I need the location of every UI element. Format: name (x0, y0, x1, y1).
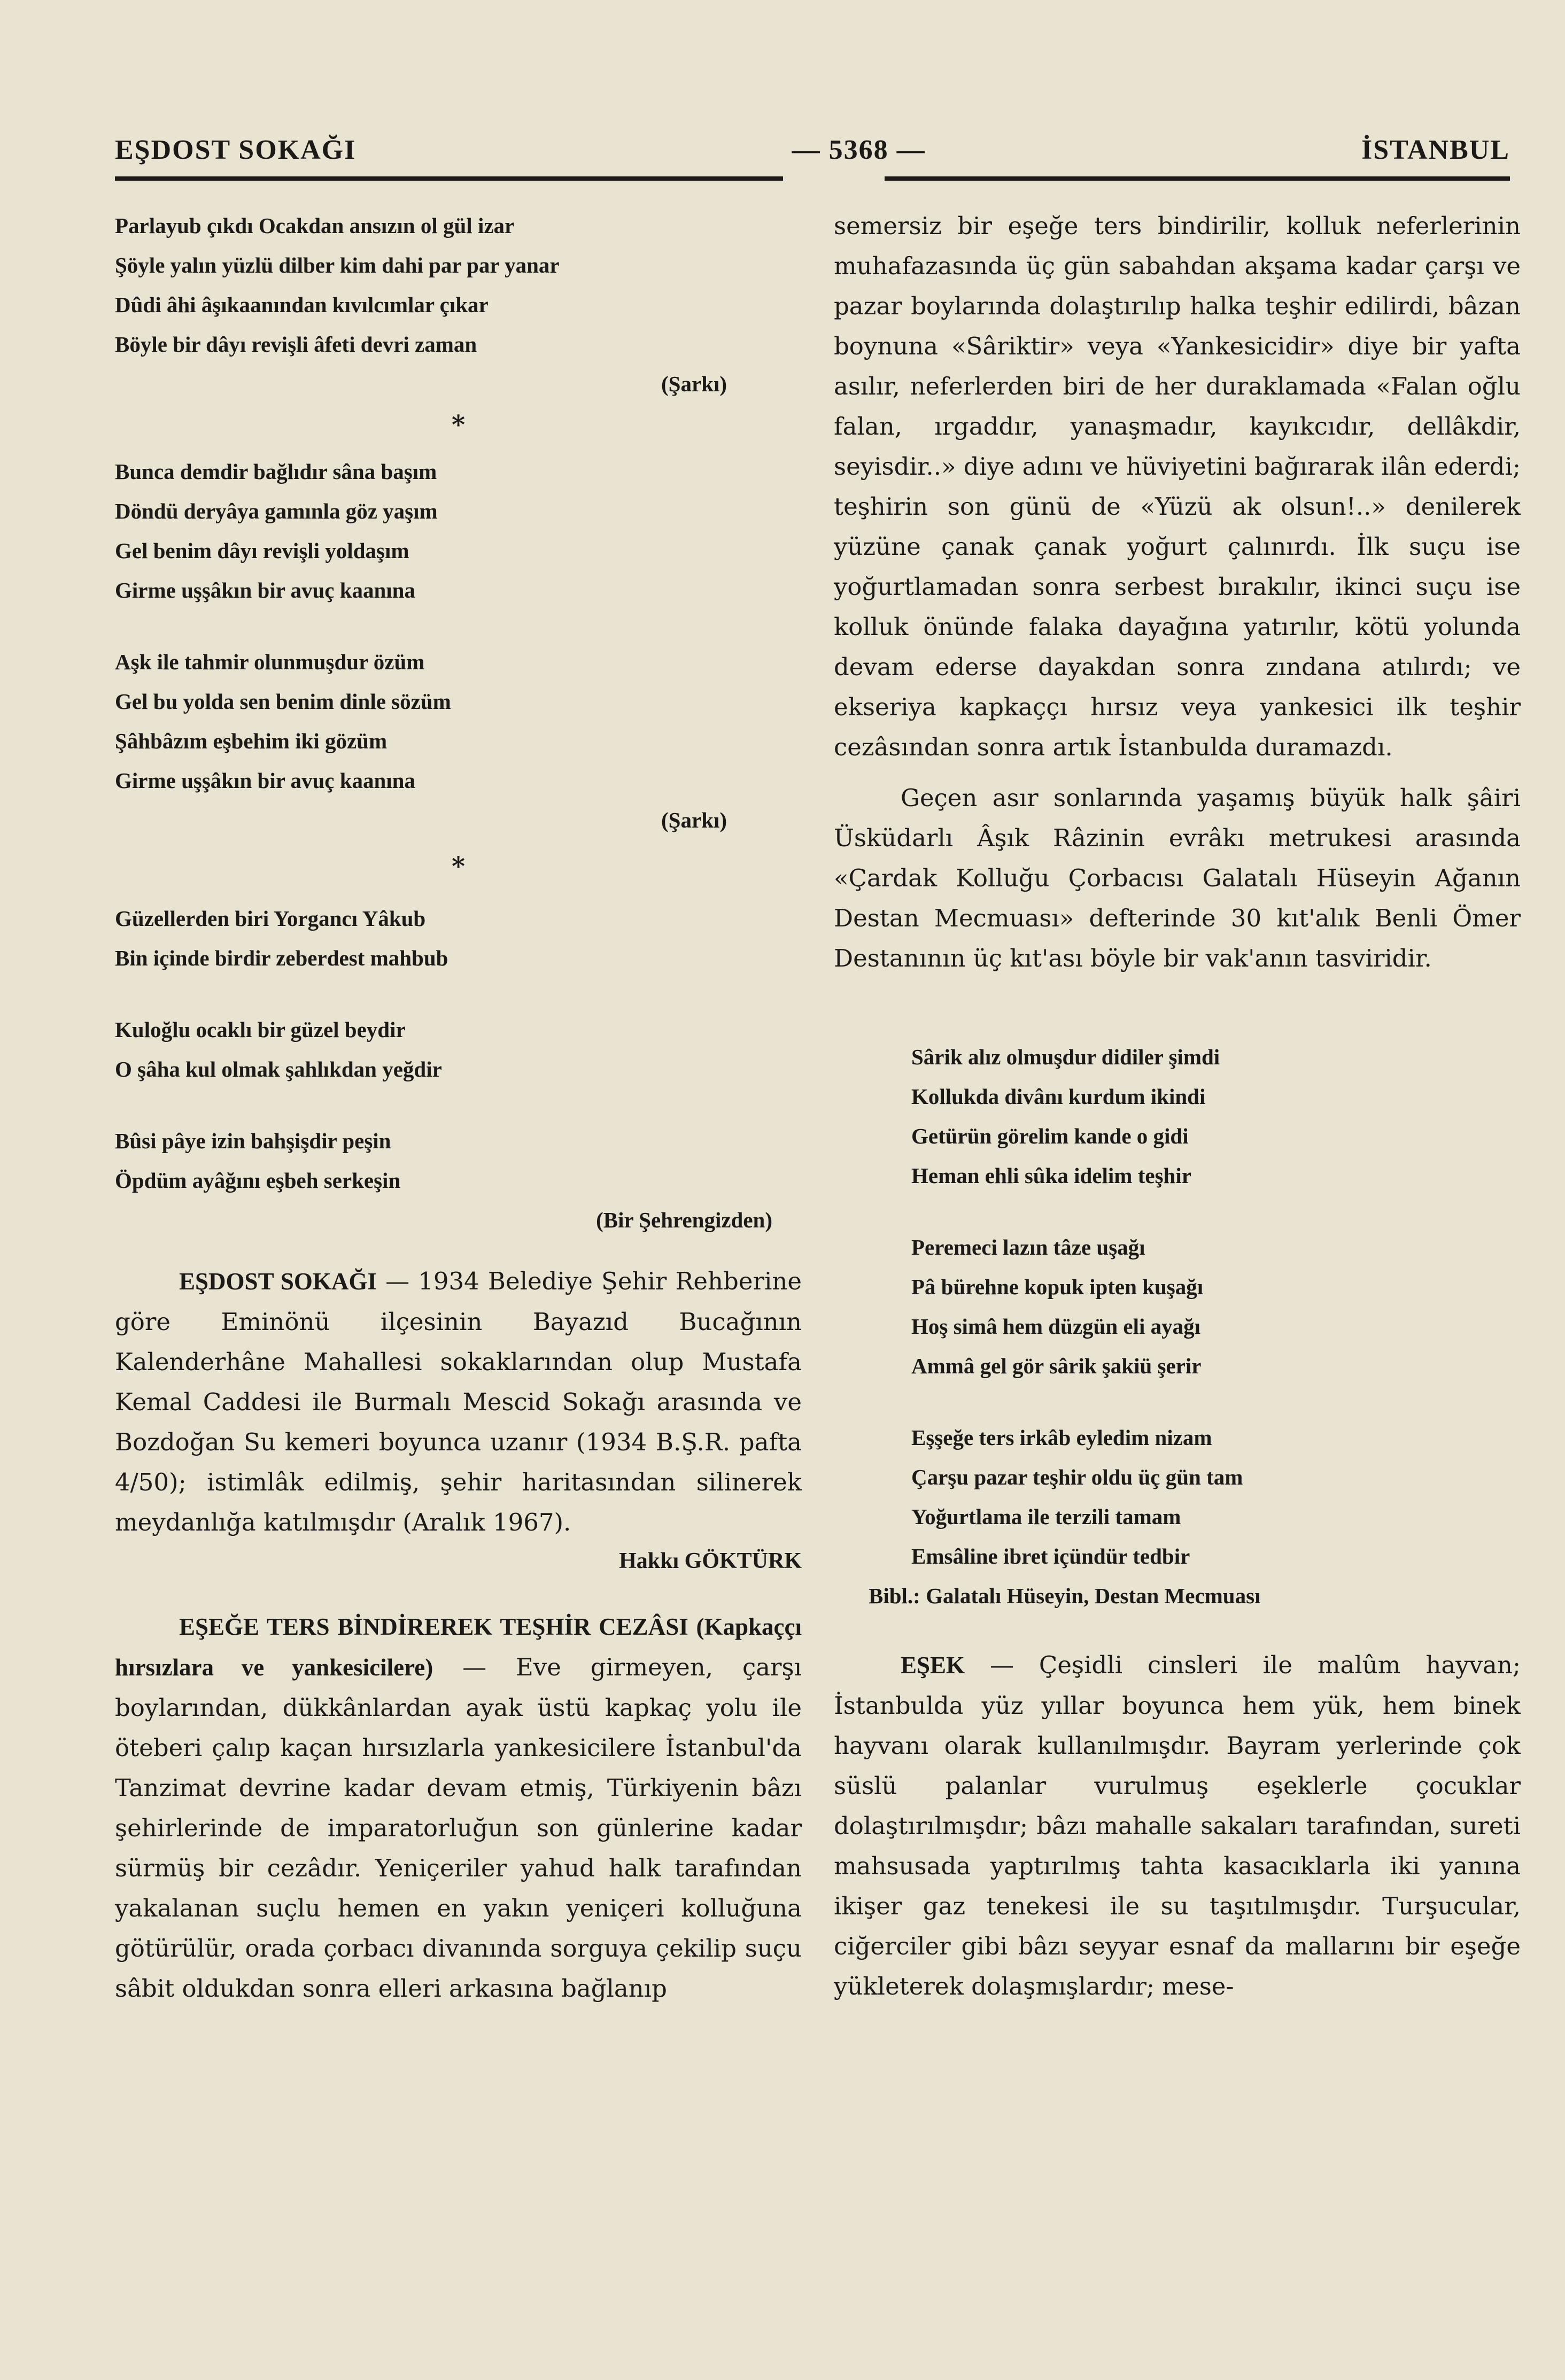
verse-line: Bunca demdir bağlıdır sâna başım (115, 459, 437, 484)
author-signature: Hakkı GÖKTÜRK (619, 1549, 802, 1573)
verse-line: Dûdi âhi âşıkaanından kıvılcımlar çıkar (115, 292, 489, 317)
verse-line: Gel bu yolda sen benim dinle sözüm (115, 689, 451, 714)
verse-line: O şâha kul olmak şahlıkdan yeğdir (115, 1057, 442, 1081)
section-asterisk: * (451, 410, 466, 440)
left-column (115, 206, 802, 2008)
article-paragraph: Geçen asır sonlarında yaşamış büyük halk şâiri Üsküdarlı Âşık Râzinin evrâkı metrukesi arasında «Çardak Kolluğu Çorbacısı Galatalı Hüseyin Ağanın Destan Mecmuası» defterinde 30 kıt'alık Benli Ömer Destanının üç kıt'ası böyle bir vak'anın tasviridir. (834, 784, 1521, 972)
verse-line: Ammâ gel gör sârik şakiü şerir (911, 1354, 1202, 1378)
verse-line: Emsâline ibret içündür tedbir (911, 1544, 1190, 1568)
verse-stanza (834, 1418, 1521, 1576)
verse-attribution: (Şarkı) (661, 808, 727, 832)
verse-line: Şâhbâzım eşbehim iki gözüm (115, 729, 388, 753)
article-body: — Eve girmeyen, çarşı boylarından, dükkânlardan ayak üstü kapkaç yolu ile öteberi çalıp kaçan hırsızlarla yankesicilere İstanbul'da Tanzimat devrine kadar devam etmiş, Türkiyenin bâzı şehirlerinde de imparatorluğun son günlerine kadar sürmüş bir cezâdır. Yeniçeriler yahud halk tarafından yakalanan suçlu hemen en yakın yeniçeri kolluğuna götürülür, orada çorbacı divanında sorguya çekilip suçu sâbit oldukdan sonra elleri arkasına bağlanıp (115, 1653, 802, 2003)
verse-line: Şöyle yalın yüzlü dilber kim dahi par par yanar (115, 253, 560, 277)
verse-stanza (115, 206, 802, 364)
article-esege-ters (115, 1606, 802, 2008)
verse-line: Gel benim dâyı revişli yoldaşım (115, 538, 409, 563)
page-number: — 5368 — (792, 134, 926, 165)
verse-line: Hoş simâ hem düzgün eli ayağı (911, 1314, 1201, 1339)
header-rule-right (885, 176, 1510, 181)
verse-line: Güzellerden biri Yorgancı Yâkub (115, 906, 426, 931)
spacer (834, 978, 1521, 1037)
running-title-left: EŞDOST SOKAĞI (115, 134, 357, 165)
verse-line: Kollukda divânı kurdum ikindi (911, 1084, 1206, 1109)
page-header (115, 118, 1510, 182)
verse-line: Eşşeğe ters irkâb eyledim nizam (911, 1425, 1212, 1450)
verse-line: Parlayub çıkdı Ocakdan ansızın ol gül izar (115, 213, 515, 238)
article-subheading: (Kapkaççı hırsızlara ve yankesicilere) (115, 1613, 802, 1681)
verse-stanza (115, 1010, 802, 1089)
verse-attribution: (Bir Şehrengizden) (596, 1208, 772, 1232)
verse-stanza (115, 642, 802, 800)
verse-line: Kuloğlu ocaklı bir güzel beydir (115, 1017, 406, 1042)
verse-stanza (115, 452, 802, 610)
article-esek (834, 1645, 1521, 2006)
verse-line: Çarşu pazar teşhir oldu üç gün tam (911, 1465, 1243, 1489)
verse-line: Öpdüm ayâğını eşbeh serkeşin (115, 1168, 401, 1193)
header-rule-left (115, 176, 783, 181)
verse-line: Girme uşşâkın bir avuç kaanına (115, 768, 415, 793)
verse-line: Getürün görelim kande o gidi (911, 1124, 1189, 1148)
verse-line: Girme uşşâkın bir avuç kaanına (115, 578, 415, 602)
verse-stanza (115, 899, 802, 978)
article-heading: EŞEK (901, 1652, 965, 1679)
verse-stanza (834, 1227, 1521, 1386)
verse-line: Peremeci lazın tâze uşağı (911, 1235, 1145, 1259)
verse-line: Heman ehli sûka idelim teşhir (911, 1163, 1191, 1188)
spacer (115, 1240, 802, 1261)
spacer (834, 1616, 1521, 1645)
verse-line: Döndü deryâya gamınla göz yaşım (115, 499, 438, 523)
article-body: — 1934 Belediye Şehir Rehberine göre Eminönü ilçesinin Bayazıd Bucağının Kalenderhâne Mahallesi sokaklarından olup Mustafa Kemal Caddesi ile Burmalı Mescid Sokağı arasında ve Bozdoğan Su kemeri boyunca uzanır (1934 B.Ş.R. pafta 4/50); istimlâk edilmiş, şehir haritasından silinerek meydanlığa katılmışdır (Aralık 1967). (115, 1267, 802, 1536)
right-column (834, 206, 1521, 2006)
verse-line: Bûsi pâye izin bahşişdir peşin (115, 1129, 391, 1153)
verse-stanza (115, 1121, 802, 1200)
article-body: — Çeşidli cinsleri ile malûm hayvan; İstanbulda yüz yıllar boyunca hem yük, hem binek hayvanı olarak kullanılmışdır. Bayram yerlerinde çok süslü palanlar vurulmuş eşeklerle çocuklar dolaştırılmışdır; bâzı mahalle sakaları tarafından, sureti mahsusada yaptırılmış tahta kasacıklarla iki yanına ikişer gaz tenekesi ile su taşıtılmışdır. Turşucular, ciğerciler gibi bâzı seyyar esnaf da mallarını bir eşeğe yükleterek dolaşmışlardır; mese- (834, 1651, 1521, 2000)
article-continuation: semersiz bir eşeğe ters bindirilir, kolluk neferlerinin muhafazasında üç gün sabahdan akşama kadar çarşı ve pazar boylarında dolaştırılıp halka teşhir edilirdi, bâzan boynuna «Sâriktir» veya «Yankesicidir» diye bir yafta asılır, neferlerden biri de her duraklamada «Falan oğlu falan, ırgaddır, yanaşmadır, kayıkcıdır, dellâkdir, seyisdir..» diye adını ve hüviyetini bağırarak ilân ederdi; teşhirin son günü de «Yüzü ak olsun!..» denilerek yüzüne çanak çanak yoğurt çalınırdı. İlk suçu ise yoğurtlamadan sonra serbest bırakılır, ikinci suçu ise kolluk önünde falaka dayağına yatırılır, kötü yolunda devam ederse dayakdan sonra zındana atılırdı; ve ekseriya kapkaççı hırsız veya yankesici ilk teşhir cezâsından sonra artık İstanbulda duramazdı. (834, 212, 1521, 761)
article-heading: EŞEĞE TERS BİNDİREREK TEŞHİR CEZÂSI (179, 1613, 688, 1640)
bibliography: Bibl.: Galatalı Hüseyin, Destan Mecmuası (869, 1583, 1261, 1608)
verse-line: Yoğurtlama ile terzili tamam (911, 1504, 1181, 1529)
verse-line: Pâ bürehne kopuk ipten kuşağı (911, 1274, 1204, 1299)
article-eşdost-sokagi (115, 1261, 802, 1542)
verse-line: Aşk ile tahmir olunmuşdur özüm (115, 650, 425, 674)
verse-line: Sârik alız olmuşdur didiler şimdi (911, 1045, 1220, 1069)
spacer (115, 1580, 802, 1606)
section-asterisk: * (451, 852, 466, 882)
verse-stanza (834, 1037, 1521, 1195)
verse-line: Bin içinde birdir zeberdest mahbub (115, 946, 448, 970)
article-heading: EŞDOST SOKAĞI (179, 1268, 377, 1295)
verse-attribution: (Şarkı) (661, 372, 727, 396)
verse-line: Böyle bir dâyı revişli âfeti devri zaman (115, 332, 477, 357)
running-title-right: İSTANBUL (1361, 134, 1510, 165)
spacer (834, 767, 1521, 778)
